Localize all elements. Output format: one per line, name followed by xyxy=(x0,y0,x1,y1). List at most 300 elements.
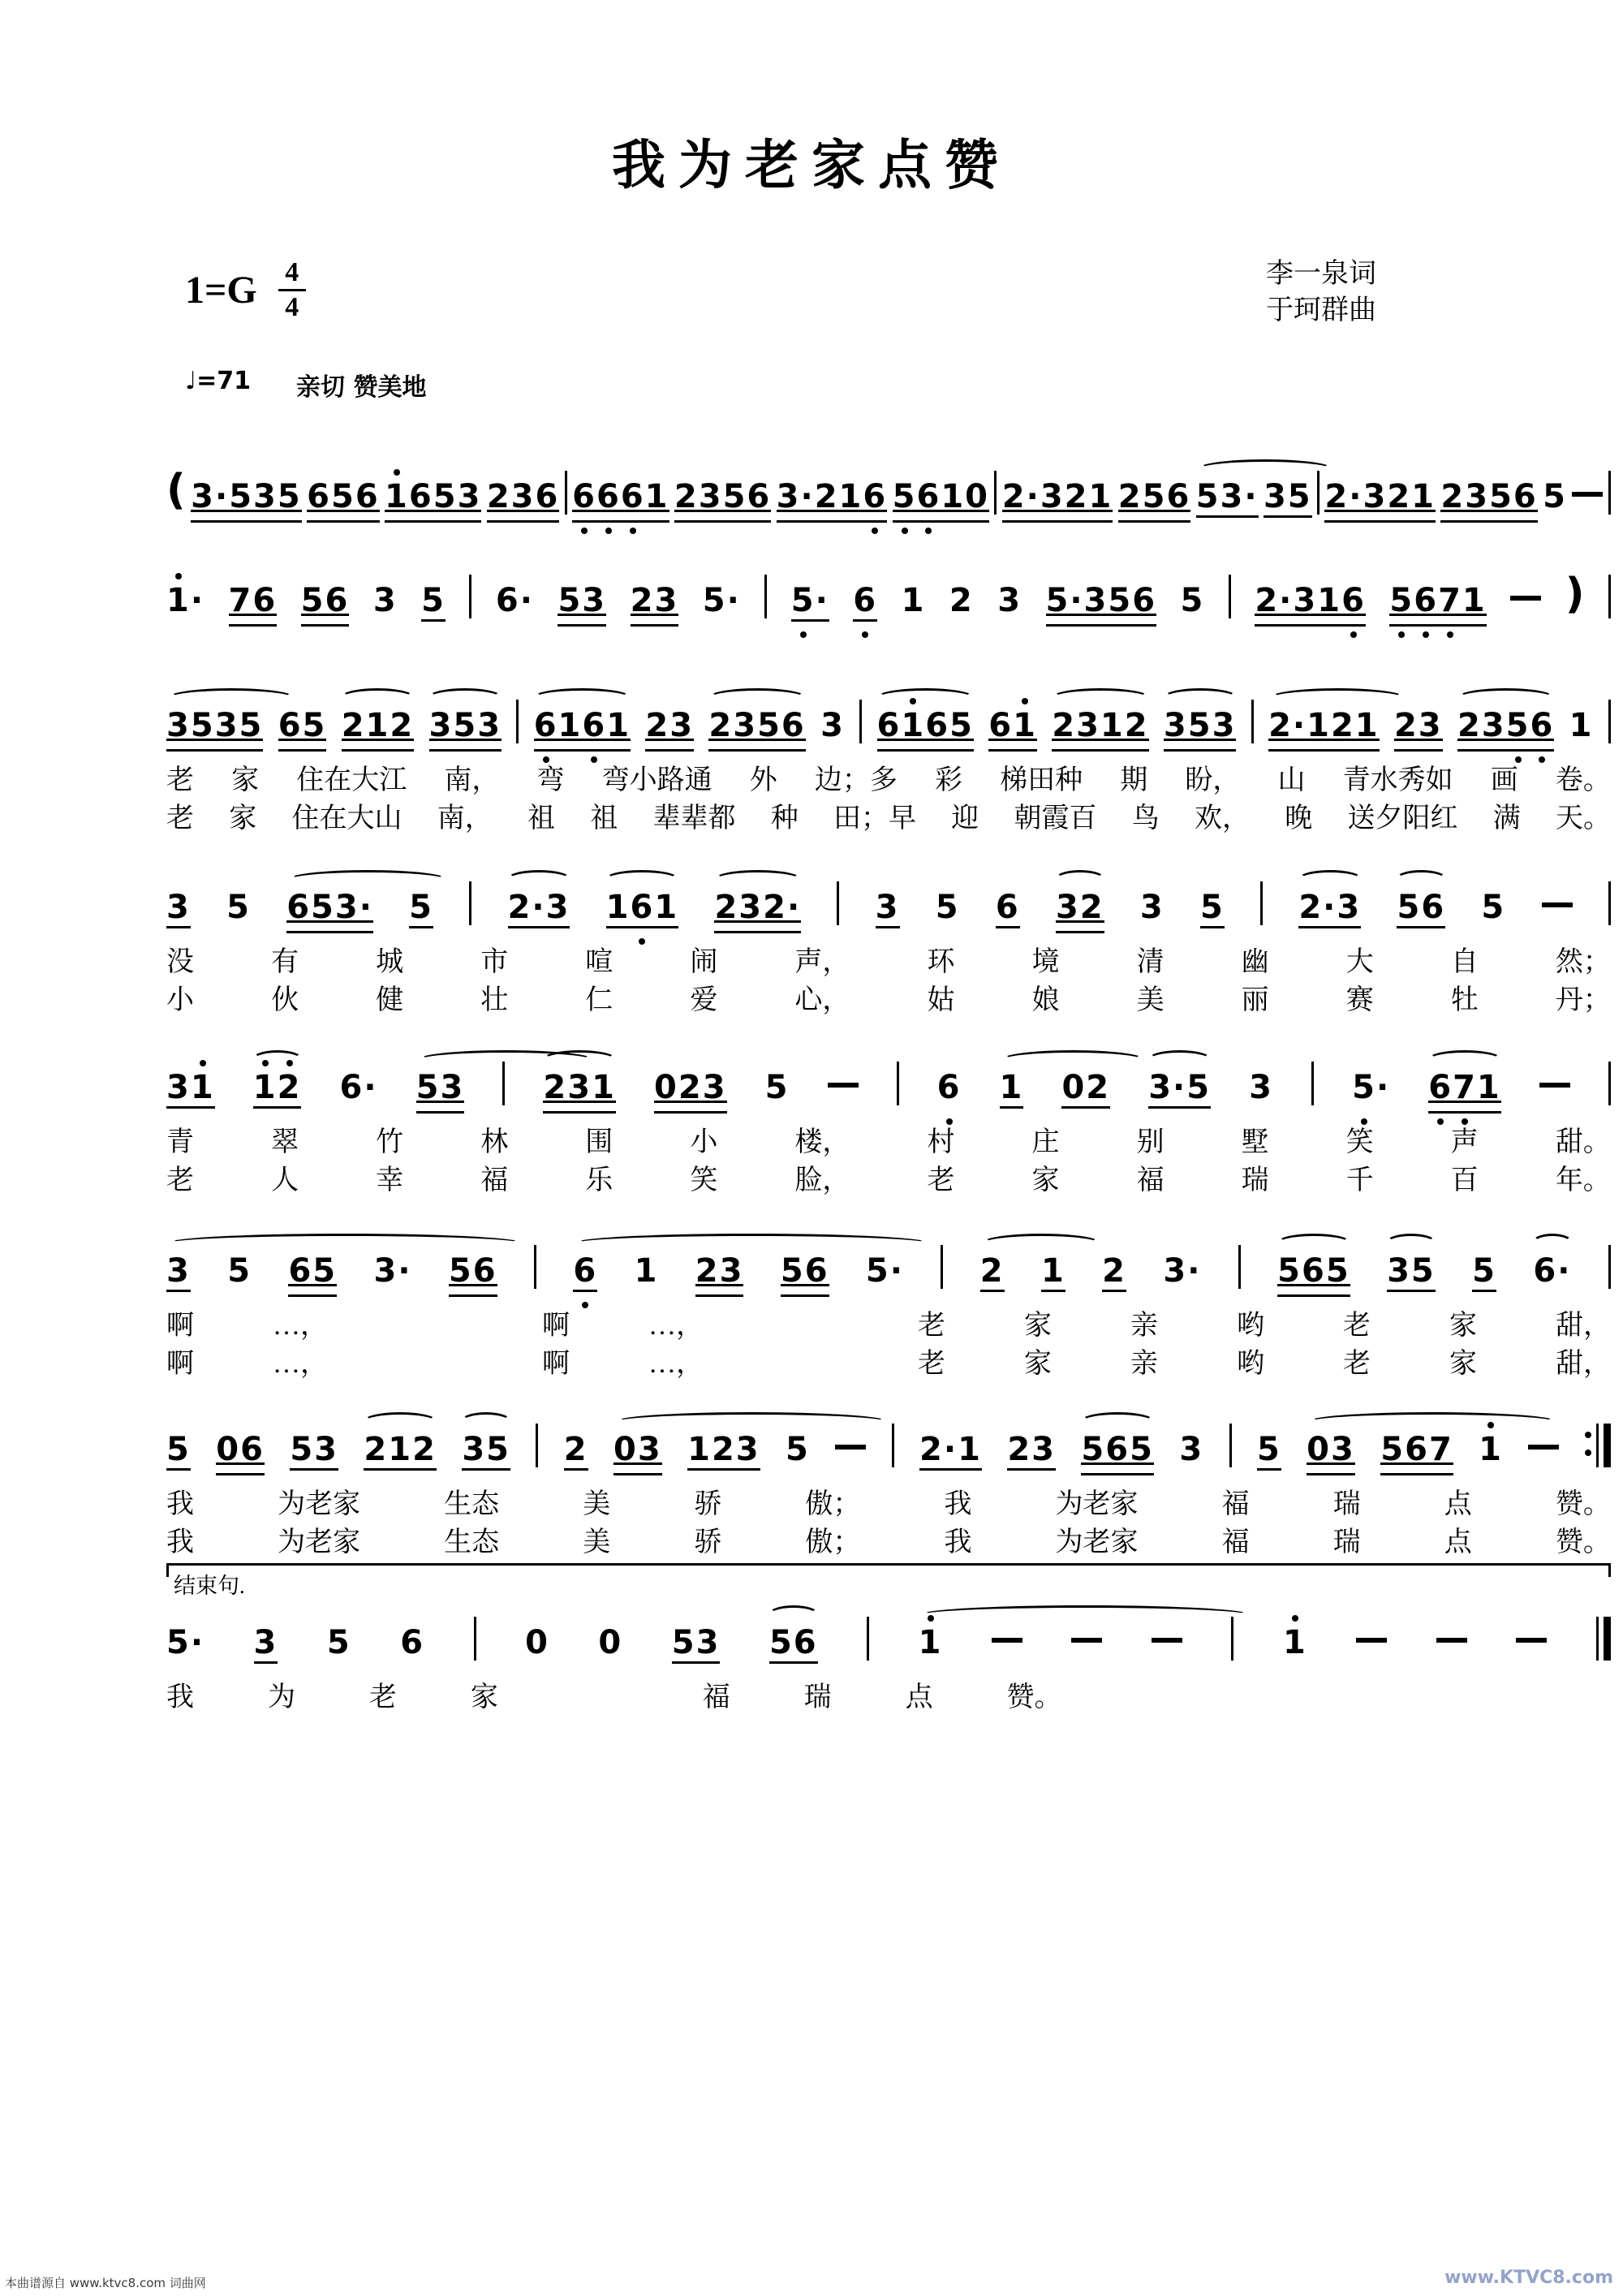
note-digit: 6 xyxy=(582,707,607,744)
lyric-syllable: 我 xyxy=(166,1489,194,1519)
note-digit: 1 xyxy=(1040,1252,1065,1290)
note-digit: 6 xyxy=(286,889,312,926)
slur-arc xyxy=(1198,459,1332,478)
slur-arc xyxy=(168,1234,522,1252)
barline xyxy=(1311,1062,1314,1105)
note-group xyxy=(631,584,679,628)
note-digit: 5 xyxy=(227,1252,252,1290)
slur-arc xyxy=(1276,1234,1351,1252)
note-group xyxy=(1255,584,1366,628)
note-digit: 1 xyxy=(901,707,926,744)
slur-arc xyxy=(920,1605,1250,1624)
song-title: 我为老家点赞 xyxy=(612,134,1011,196)
note-row xyxy=(166,1045,1611,1115)
note-digit: 5 xyxy=(1489,478,1513,515)
note-group xyxy=(1200,891,1225,935)
note-digit: 3 xyxy=(695,1624,721,1661)
lyric-row xyxy=(166,803,1611,834)
note-group xyxy=(166,1433,191,1477)
barline xyxy=(474,1617,476,1661)
note-digit: 3 xyxy=(510,478,536,515)
lyric-syllable: 境 xyxy=(1031,947,1060,977)
barline xyxy=(1229,1424,1232,1467)
lyric-syllable: 声 xyxy=(1450,1127,1479,1157)
sustain-dash xyxy=(835,1445,866,1450)
dot-note: · xyxy=(889,1252,904,1290)
lyric-syllable: 辈辈都 xyxy=(652,803,736,834)
note-digit: 5 xyxy=(1543,478,1567,515)
note-digit: 2 xyxy=(1387,478,1412,515)
note-digit: 2 xyxy=(1064,478,1089,515)
note-group xyxy=(1481,891,1505,935)
barline xyxy=(1596,1617,1599,1661)
lyric-row xyxy=(166,1165,1611,1196)
lyric-syllable: 小 xyxy=(166,985,194,1016)
source-watermark: 本曲谱源自 www.ktvc8.com 词曲网 xyxy=(5,2276,206,2290)
barline xyxy=(469,881,471,925)
lyric-syllable: 甜， xyxy=(1556,1349,1611,1380)
music-system xyxy=(166,1600,1611,1713)
note-row xyxy=(166,865,1611,935)
note-group xyxy=(340,1071,378,1115)
note-digit: 6 xyxy=(1533,1252,1558,1290)
note-digit: 3 xyxy=(545,889,570,926)
note-digit: 3 xyxy=(428,707,454,744)
barline xyxy=(534,1245,536,1289)
barline xyxy=(1608,575,1611,618)
note-group xyxy=(769,1626,818,1670)
lyric-syllable: 甜。 xyxy=(1555,1127,1611,1157)
note-digit: 5 xyxy=(671,1624,696,1661)
note-digit: 2 xyxy=(1298,889,1324,926)
note-digit: 0 xyxy=(654,1069,678,1106)
note-digit: 5 xyxy=(190,707,215,744)
lyric-syllable: 福 xyxy=(702,1682,730,1712)
lyric-syllable: 市 xyxy=(480,947,509,977)
lyric-syllable: 福 xyxy=(480,1165,509,1196)
lyric-row xyxy=(166,1348,1611,1380)
note-group xyxy=(1569,709,1594,753)
lyric-syllable: 老 xyxy=(927,1165,955,1196)
note-digit: 5 xyxy=(1256,1431,1281,1468)
note-digit: 5 xyxy=(1187,707,1212,744)
barline xyxy=(469,575,471,618)
note-group xyxy=(1040,1252,1065,1299)
note-digit: 6 xyxy=(252,582,278,619)
note-digit: 3 xyxy=(166,1069,191,1106)
note-digit: 6 xyxy=(853,582,878,619)
note-group xyxy=(416,1071,465,1115)
dot-note: · xyxy=(786,889,802,926)
lyric-syllable: 田；早 xyxy=(833,803,916,834)
note-group xyxy=(1264,480,1312,524)
note-digit: 2 xyxy=(814,478,839,515)
lyric-syllable: 墅 xyxy=(1241,1127,1269,1157)
lyric-syllable: 千 xyxy=(1345,1165,1374,1196)
lyric-syllable: 环 xyxy=(927,947,955,977)
note-digit: 2 xyxy=(1324,478,1350,515)
lyric-syllable: 家 xyxy=(231,765,260,795)
thick-barline xyxy=(1604,1617,1611,1661)
lyric-syllable: 喧 xyxy=(585,947,613,977)
note-digit: 6 xyxy=(995,889,1020,926)
lyric-syllable: 仁 xyxy=(585,985,613,1016)
lyricist-credit: 李一泉词 xyxy=(1266,259,1376,289)
note-group xyxy=(572,480,669,524)
note-group xyxy=(191,480,302,524)
note-digit: 5 xyxy=(935,889,960,926)
note-group xyxy=(936,891,960,935)
note-group xyxy=(229,584,278,628)
lyric-syllable: 点 xyxy=(905,1682,933,1712)
note-digit: 1 xyxy=(190,1069,215,1106)
note-digit: 6 xyxy=(495,582,520,619)
note-digit: 5 xyxy=(1142,478,1167,515)
note-digit: 3 xyxy=(1212,707,1237,744)
note-digit: 2 xyxy=(341,707,366,744)
note-digit: 5 xyxy=(166,1624,191,1661)
dot-note: · xyxy=(1244,478,1259,515)
note-group xyxy=(1118,480,1191,524)
barline xyxy=(1317,471,1319,515)
note-group xyxy=(1163,1252,1202,1299)
note-digit: 3 xyxy=(1465,478,1490,515)
barline xyxy=(941,1245,943,1289)
note-digit: 5 xyxy=(448,1252,473,1290)
note-digit: 5 xyxy=(415,1069,441,1106)
sustain-dash xyxy=(1071,1638,1102,1643)
lyric-syllable: 种 xyxy=(770,803,799,834)
lyric-syllable: 甜， xyxy=(1556,1311,1611,1341)
note-digit: 6 xyxy=(1530,707,1555,744)
lyric-syllable: 盼， xyxy=(1185,765,1241,795)
barline xyxy=(897,1062,899,1105)
note-digit: 3 xyxy=(166,1252,191,1290)
lyric-syllable: 小 xyxy=(690,1127,718,1157)
note-digit: 1 xyxy=(1088,478,1113,515)
slur-arc xyxy=(506,870,571,889)
lyric-syllable: 老 xyxy=(166,803,194,834)
lyric-syllable xyxy=(407,1310,463,1342)
barline xyxy=(1229,575,1231,618)
note-digit: 1 xyxy=(958,1431,982,1468)
note-digit: 3 xyxy=(637,1431,662,1468)
note-digit: 1 xyxy=(1462,582,1487,619)
slur-arc xyxy=(168,688,295,707)
barline xyxy=(1608,471,1611,515)
slur-arc xyxy=(1163,688,1238,707)
lyric-syllable: 牡 xyxy=(1450,985,1479,1016)
lyric-syllable: 为老家 xyxy=(1055,1527,1139,1558)
note-digit: 1 xyxy=(166,582,191,619)
dot-note: · xyxy=(815,582,829,619)
lyric-syllable: 百 xyxy=(1450,1165,1479,1196)
lyric-syllable: 弯小路通 xyxy=(601,765,712,795)
note-digit: 0 xyxy=(1061,1069,1087,1106)
note-row xyxy=(166,454,1611,524)
note-digit: 1 xyxy=(1307,707,1331,744)
note-row xyxy=(166,558,1611,628)
note-digit: 0 xyxy=(598,1624,623,1661)
note-group xyxy=(949,584,974,628)
note-digit: 5 xyxy=(1108,582,1133,619)
note-digit: 1 xyxy=(1411,478,1436,515)
slur-arc xyxy=(428,688,502,707)
lyric-syllable: 老 xyxy=(166,765,194,795)
note-digit: 5 xyxy=(1505,707,1530,744)
note-group xyxy=(613,1433,662,1477)
lyric-syllable: 欢， xyxy=(1195,803,1250,834)
note-group xyxy=(227,1252,252,1299)
slur-arc xyxy=(1147,1050,1212,1069)
lyric-syllable: 城 xyxy=(376,947,404,977)
dot-note: · xyxy=(1026,478,1040,515)
note-digit: 3 xyxy=(372,582,398,619)
note-digit: 3 xyxy=(1363,478,1388,515)
barline xyxy=(892,1424,894,1467)
note-digit: 0 xyxy=(216,1431,241,1468)
barline xyxy=(1608,700,1611,743)
lyric-syllable: 啊 xyxy=(542,1311,570,1341)
note-digit: 5 xyxy=(780,1252,805,1290)
note-group xyxy=(342,709,415,753)
slur-arc xyxy=(1427,1050,1502,1069)
note-digit: 5 xyxy=(1130,1431,1154,1468)
lyric-syllable: 青水秀如 xyxy=(1342,765,1453,795)
note-digit: 2 xyxy=(364,1431,389,1468)
lyric-syllable: 画 xyxy=(1490,765,1518,795)
dot-note: · xyxy=(800,478,815,515)
lyric-syllable: 傲； xyxy=(805,1527,861,1558)
note-group xyxy=(1428,1071,1501,1115)
note-digit: 3 xyxy=(1293,582,1318,619)
lyric-syllable: 娘 xyxy=(1031,985,1060,1016)
note-digit: 6 xyxy=(916,478,941,515)
note-digit: 3 xyxy=(875,889,900,926)
note-digit: 6 xyxy=(596,478,621,515)
note-digit: 5 xyxy=(702,582,727,619)
note-group xyxy=(1148,1071,1211,1115)
note-digit: 1 xyxy=(558,707,583,744)
note-group xyxy=(1196,480,1259,524)
note-group xyxy=(1052,709,1148,753)
ending-section-label: 结束句. xyxy=(174,1574,245,1598)
dot-note: · xyxy=(1187,1252,1202,1290)
note-digit: 2 xyxy=(1117,478,1143,515)
note-digit: 2 xyxy=(763,889,787,926)
note-digit: 5 xyxy=(486,1431,510,1468)
lyric-syllable: 老 xyxy=(918,1311,945,1341)
note-group xyxy=(1472,1252,1496,1299)
lyric-syllable: 晚 xyxy=(1285,803,1313,834)
lyric-syllable: 瑞 xyxy=(1241,1165,1269,1196)
note-group xyxy=(853,584,877,628)
lyric-syllable: 笑 xyxy=(690,1165,718,1196)
note-group xyxy=(364,1433,437,1477)
lyric-syllable: 老 xyxy=(1343,1311,1371,1341)
note-group xyxy=(674,480,771,524)
note-digit: 1 xyxy=(252,1069,278,1106)
note-digit: 2 xyxy=(1086,1069,1111,1106)
barline xyxy=(994,471,997,515)
note-digit: 5 xyxy=(1389,582,1414,619)
note-group xyxy=(301,584,350,628)
lyric-syllable: 别 xyxy=(1136,1127,1165,1157)
lyric-row xyxy=(166,1527,1611,1558)
note-digit: 2 xyxy=(277,1069,302,1106)
note-digit: 3 xyxy=(253,1624,278,1661)
dot-note: · xyxy=(1070,582,1084,619)
note-group xyxy=(534,709,631,753)
lyric-syllable: 幽 xyxy=(1241,947,1269,977)
note-row xyxy=(166,1600,1611,1670)
note-digit: 5 xyxy=(330,478,355,515)
lyric-syllable: 亲 xyxy=(1130,1349,1158,1380)
note-digit: 5 xyxy=(865,1252,890,1290)
note-digit: 3 xyxy=(1076,707,1100,744)
note-digit: 6 xyxy=(793,1624,818,1661)
note-digit: 1 xyxy=(1100,707,1125,744)
slur-arc xyxy=(533,688,631,707)
lyric-syllable: …， xyxy=(648,1349,704,1380)
note-digit: 1 xyxy=(1282,1624,1307,1661)
note-digit: 5 xyxy=(166,1431,191,1468)
lyric-syllable: 瑞 xyxy=(803,1682,832,1712)
dot-note: · xyxy=(190,582,205,619)
music-system xyxy=(166,1229,1611,1380)
sustain-dash xyxy=(1152,1638,1182,1643)
note-group xyxy=(1002,480,1113,524)
dot-note: · xyxy=(398,1252,412,1290)
lyric-syllable: 边；多 xyxy=(814,765,898,795)
note-digit: 1 xyxy=(941,478,966,515)
note-digit: 6 xyxy=(535,478,560,515)
music-system xyxy=(166,558,1611,628)
note-digit: 2 xyxy=(1001,478,1027,515)
note-digit: 5 xyxy=(1481,889,1506,926)
sustain-dash xyxy=(1528,1445,1559,1450)
note-digit: 2 xyxy=(486,478,511,515)
note-digit: 3 xyxy=(1481,707,1506,744)
expression-marking: 亲切 赞美地 xyxy=(296,373,427,402)
note-group xyxy=(996,891,1020,935)
note-digit: 3 xyxy=(776,478,801,515)
repeat-dots xyxy=(1585,1432,1591,1456)
note-digit: 6 xyxy=(572,478,596,515)
lyric-syllable: 美 xyxy=(583,1489,611,1519)
note-group xyxy=(1397,891,1445,935)
note-group xyxy=(1389,584,1486,628)
note-group xyxy=(1380,1433,1453,1477)
note-digit: 6 xyxy=(307,478,331,515)
lyric-syllable: 为老家 xyxy=(278,1489,361,1519)
note-group xyxy=(166,584,204,628)
note-digit: 6 xyxy=(1302,1252,1326,1290)
note-group xyxy=(1543,480,1567,524)
lyric-syllable xyxy=(782,1348,839,1380)
note-digit: 5 xyxy=(892,478,917,515)
lyric-row xyxy=(166,1488,1611,1520)
note-group xyxy=(708,709,805,753)
lyric-syllable: …， xyxy=(273,1349,328,1380)
note-group xyxy=(695,1252,744,1299)
barline xyxy=(1608,1062,1611,1105)
repeat-dot xyxy=(1585,1432,1591,1438)
note-digit: 6 xyxy=(936,1069,962,1106)
note-digit: 5 xyxy=(239,707,264,744)
note-digit: 3 xyxy=(1337,889,1362,926)
note-digit: 2 xyxy=(630,582,655,619)
barline xyxy=(565,471,567,515)
phrase-paren: ( xyxy=(166,466,186,515)
note-digit: 1 xyxy=(634,1252,659,1290)
note-digit: 3 xyxy=(1163,1252,1188,1290)
note-digit: 3 xyxy=(457,478,482,515)
note-digit: 3 xyxy=(191,478,215,515)
slur-arc xyxy=(363,1412,437,1431)
note-digit: 5 xyxy=(453,707,478,744)
slur-arc xyxy=(876,688,975,707)
note-digit: 6 xyxy=(573,1252,598,1290)
lyric-syllable: 老 xyxy=(918,1349,945,1380)
note-digit: 5 xyxy=(300,582,325,619)
note-digit: 5 xyxy=(786,1431,810,1468)
lyric-syllable: 期 xyxy=(1120,765,1148,795)
note-digit: 5 xyxy=(768,1624,794,1661)
dot-note: · xyxy=(1349,478,1363,515)
slur-arc xyxy=(1001,1050,1144,1069)
dot-note: · xyxy=(190,1624,205,1661)
lyric-syllable: 为老家 xyxy=(278,1527,361,1558)
lyric-syllable: 然； xyxy=(1555,947,1611,977)
note-digit: 7 xyxy=(1453,1069,1477,1106)
note-group xyxy=(645,709,694,753)
note-digit: 5 xyxy=(722,478,747,515)
note-digit: 6 xyxy=(1166,478,1191,515)
note-digit: 3 xyxy=(314,1431,338,1468)
lyric-syllable: 大 xyxy=(1345,947,1374,977)
lyric-syllable: 迎 xyxy=(951,803,979,834)
note-digit: 5 xyxy=(1195,478,1220,515)
note-digit: 3 xyxy=(166,889,191,926)
note-group xyxy=(820,709,845,753)
note-group xyxy=(1352,1071,1390,1115)
note-group xyxy=(606,891,679,935)
note-digit: 6 xyxy=(1105,1431,1130,1468)
lyric-syllable: 瑞 xyxy=(1332,1527,1361,1558)
lyric-syllable: 我 xyxy=(944,1489,972,1519)
dot-note: · xyxy=(359,889,373,926)
lyric-syllable: 脸， xyxy=(794,1165,850,1196)
dot-note: · xyxy=(1375,1069,1391,1106)
note-digit: 3 xyxy=(1040,478,1065,515)
note-digit: 6 xyxy=(1428,1069,1453,1106)
time-signature-top: 4 xyxy=(285,257,299,287)
lyric-syllable: 赞。 xyxy=(1555,1489,1611,1519)
lyric-syllable: 楼， xyxy=(794,1127,850,1157)
note-group xyxy=(1533,1252,1572,1299)
lyric-syllable: 闹 xyxy=(690,947,718,977)
note-digit: 5 xyxy=(790,582,816,619)
slur-arc xyxy=(1054,870,1105,889)
note-digit: 6 xyxy=(339,1069,364,1106)
slur-arc xyxy=(768,1605,819,1624)
note-digit: 3 xyxy=(373,1252,398,1290)
lyric-syllable: 家 xyxy=(1024,1311,1052,1341)
note-digit: 6 xyxy=(1513,478,1538,515)
note-group xyxy=(286,891,373,935)
note-group xyxy=(777,480,888,524)
